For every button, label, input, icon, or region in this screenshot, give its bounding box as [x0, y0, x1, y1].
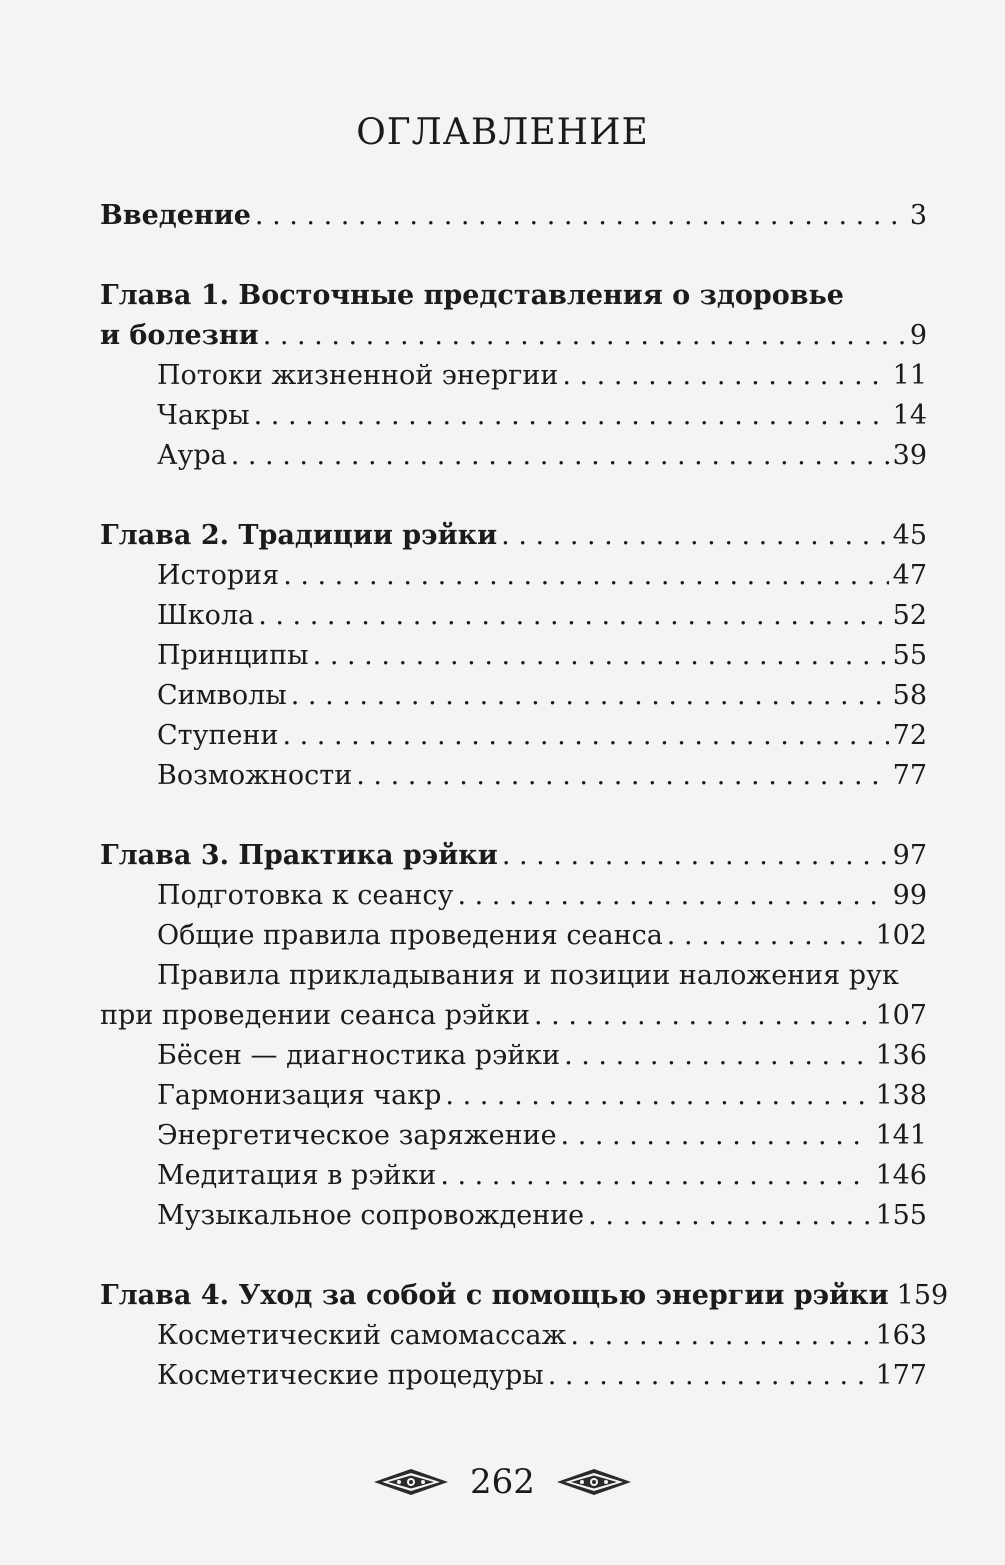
toc-entry[interactable]: [100, 1076, 927, 1116]
toc-chapter-1[interactable]: [100, 316, 927, 356]
dot-leader: [445, 1076, 871, 1116]
toc-entry-label: Возможности: [157, 760, 353, 791]
toc-entry[interactable]: [100, 876, 927, 916]
toc-entry-label: Гармонизация чакр: [157, 1080, 442, 1111]
dot-leader: [570, 1316, 871, 1356]
toc-entry-label: Ступени: [157, 720, 279, 751]
toc-entry-long-title[interactable]: Правила прикладывания и позиции наложения рук: [157, 960, 899, 991]
dot-leader: [457, 876, 888, 916]
toc-entry-page: 136: [875, 1040, 927, 1071]
dot-leader: [263, 316, 906, 356]
dot-leader: [313, 636, 889, 676]
toc-entry-page: 141: [875, 1120, 927, 1151]
toc-entry-page: 9: [909, 320, 927, 351]
toc-entry[interactable]: [100, 1116, 927, 1156]
toc-entry-label: Музыкальное сопровождение: [157, 1200, 585, 1231]
toc-entry-page: 97: [892, 840, 927, 871]
dot-leader: [231, 436, 889, 476]
toc-entry-label: Энергетическое заряжение: [157, 1120, 557, 1151]
toc-entry-label: Символы: [157, 680, 287, 711]
dot-leader: [258, 596, 888, 636]
toc-entry-label: Потоки жизненной энергии: [157, 360, 559, 391]
table-of-contents: [100, 196, 949, 1396]
dot-leader: [356, 756, 888, 796]
toc-entry-label: Бёсен — диагностика рэйки: [157, 1040, 561, 1071]
dot-leader: [502, 836, 889, 876]
toc-entry-label: при проведении сеанса рэйки: [100, 1000, 531, 1031]
toc-entry-label: Глава 4. Уход за собой с помощью энергии рэйки: [100, 1280, 889, 1311]
dot-leader: [440, 1156, 871, 1196]
toc-entry-page: 102: [875, 920, 927, 951]
toc-entry-page: 146: [875, 1160, 927, 1191]
dot-leader: [548, 1356, 872, 1396]
ornament-left-icon: [372, 1467, 450, 1497]
toc-entry-page: 177: [875, 1360, 927, 1391]
toc-entry-label: Введение: [100, 200, 251, 231]
toc-entry-page: 39: [892, 440, 927, 471]
toc-entry[interactable]: [100, 1356, 927, 1396]
dot-leader: [534, 996, 871, 1036]
toc-entry-label: Глава 3. Практика рэйки: [100, 840, 498, 871]
dot-leader: [283, 556, 888, 596]
toc-entry[interactable]: [100, 916, 927, 956]
toc-entry-page: 155: [875, 1200, 927, 1231]
toc-entry-label: Подготовка к сеансу: [157, 880, 454, 911]
toc-entry[interactable]: [100, 556, 927, 596]
toc-chapter-3[interactable]: [100, 836, 927, 876]
toc-entry-label: Общие правила проведения сеанса: [157, 920, 663, 951]
toc-entry-label: Медитация в рэйки: [157, 1160, 437, 1191]
dot-leader: [564, 1036, 871, 1076]
dot-leader: [588, 1196, 871, 1236]
toc-entry[interactable]: [100, 596, 927, 636]
toc-entry-label: История: [157, 560, 280, 591]
toc-entry-page: 163: [875, 1320, 927, 1351]
toc-entry-page: 55: [892, 640, 927, 671]
toc-chapter-4[interactable]: [100, 1276, 949, 1316]
toc-chapter-1-title[interactable]: Глава 1. Восточные представления о здоровье: [100, 280, 844, 311]
toc-entry-page: 99: [892, 880, 927, 911]
dot-leader: [291, 676, 889, 716]
toc-entry[interactable]: [100, 1196, 927, 1236]
toc-entry-label: Косметический самомассаж: [157, 1320, 567, 1351]
toc-chapter-2[interactable]: [100, 516, 927, 556]
toc-entry[interactable]: [100, 676, 927, 716]
toc-entry-label: Чакры: [157, 400, 250, 431]
page-footer: [0, 1462, 1005, 1502]
toc-entry-label: Косметические процедуры: [157, 1360, 544, 1391]
toc-entry[interactable]: [100, 1036, 927, 1076]
toc-entry-label: Принципы: [157, 640, 309, 671]
toc-entry-intro[interactable]: [100, 196, 927, 236]
toc-entry[interactable]: [100, 356, 927, 396]
toc-entry-page: 77: [892, 760, 927, 791]
toc-entry-label: и болезни: [100, 320, 259, 351]
dot-leader: [561, 1116, 872, 1156]
toc-entry-page: 14: [892, 400, 927, 431]
dot-leader: [667, 916, 872, 956]
dot-leader: [282, 716, 888, 756]
toc-entry[interactable]: [100, 636, 927, 676]
toc-entry-page: 52: [892, 600, 927, 631]
toc-entry[interactable]: [100, 396, 927, 436]
toc-entry[interactable]: [100, 716, 927, 756]
toc-entry-page: 3: [909, 200, 927, 231]
toc-entry-page: 72: [892, 720, 927, 751]
toc-entry[interactable]: [100, 1156, 927, 1196]
toc-entry-label: Глава 2. Традиции рэйки: [100, 520, 498, 551]
page-number: 262: [470, 1462, 535, 1502]
toc-entry-page: 138: [875, 1080, 927, 1111]
toc-entry-page: 45: [892, 520, 927, 551]
dot-leader: [255, 196, 906, 236]
toc-entry-label: Аура: [157, 440, 227, 471]
toc-entry-page: 11: [892, 360, 927, 391]
toc-entry-page: 58: [892, 680, 927, 711]
dot-leader: [501, 516, 888, 556]
dot-leader: [254, 396, 889, 436]
toc-entry[interactable]: [100, 436, 927, 476]
toc-entry-label: Школа: [157, 600, 255, 631]
toc-entry[interactable]: [100, 756, 927, 796]
page-title: ОГЛАВЛЕНИЕ: [356, 112, 649, 153]
toc-entry-page: 107: [875, 1000, 927, 1031]
ornament-right-icon: [555, 1467, 633, 1497]
toc-entry-page: 159: [896, 1280, 949, 1311]
toc-entry[interactable]: [100, 1316, 927, 1356]
toc-entry[interactable]: [100, 996, 927, 1036]
dot-leader: [562, 356, 888, 396]
toc-entry-page: 47: [892, 560, 927, 591]
